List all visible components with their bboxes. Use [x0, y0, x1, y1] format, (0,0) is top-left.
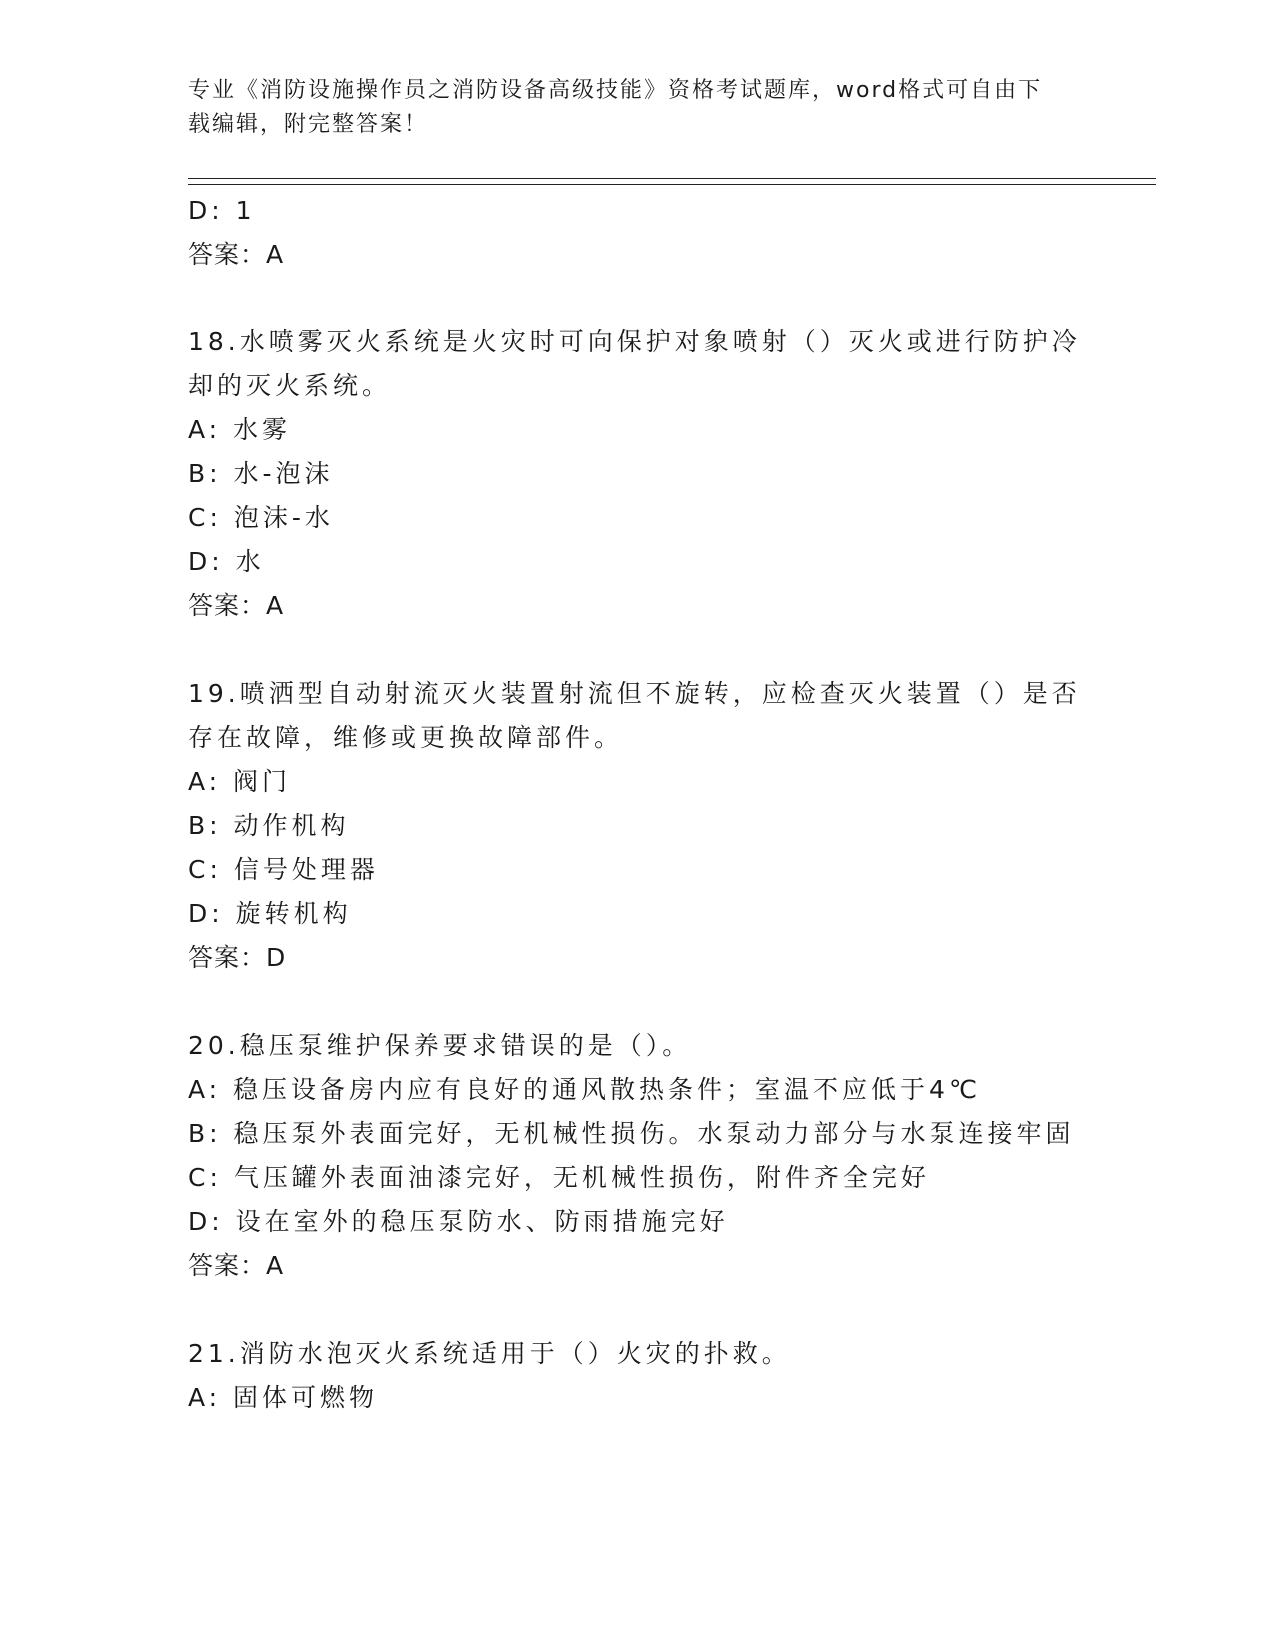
- q19-answer: 答案：D: [188, 943, 287, 972]
- q20-option-c: C: 气压罐外表面油漆完好，无机械性损伤，附件齐全完好: [188, 1163, 930, 1192]
- prev-option-d: D: 1: [188, 196, 256, 225]
- q20-answer: 答案：A: [188, 1251, 285, 1280]
- q20-option-a: A: 稳压设备房内应有良好的通风散热条件；室温不应低于4℃: [188, 1075, 982, 1104]
- header-rule-top: [188, 178, 1156, 179]
- q18-option-c: C: 泡沫-水: [188, 503, 334, 532]
- header-rule-bottom: [188, 184, 1156, 185]
- page-header: [188, 74, 1088, 142]
- q18-stem-line-2: 却的灭火系统。: [188, 371, 392, 400]
- q20-stem-line-1: 20.稳压泵维护保养要求错误的是（）。: [188, 1031, 692, 1060]
- q21-option-a: A: 固体可燃物: [188, 1383, 379, 1412]
- q19-stem-line-2: 存在故障，维修或更换故障部件。: [188, 723, 624, 752]
- q18-option-b: B: 水-泡沫: [188, 459, 334, 488]
- q19-option-d: D: 旋转机构: [188, 899, 352, 928]
- q19-stem-line-1: 19.喷洒型自动射流灭火装置射流但不旋转，应检查灭火装置（）是否: [188, 679, 1081, 708]
- q18-option-d: D: 水: [188, 547, 265, 576]
- q19-option-b: B: 动作机构: [188, 811, 350, 840]
- q19-option-a: A: 阀门: [188, 767, 292, 796]
- header-line-2: 载编辑，附完整答案！: [188, 112, 429, 137]
- q19-option-c: C: 信号处理器: [188, 855, 379, 884]
- q18-answer: 答案：A: [188, 591, 285, 620]
- header-line-1: 专业《消防设施操作员之消防设备高级技能》资格考试题库，word格式可自由下: [188, 78, 1043, 103]
- prev-answer: 答案：A: [188, 240, 285, 269]
- q20-option-b: B: 稳压泵外表面完好，无机械性损伤。水泵动力部分与水泵连接牢固: [188, 1119, 1075, 1148]
- q21-stem-line-1: 21.消防水泡灭火系统适用于（）火灾的扑救。: [188, 1339, 791, 1368]
- q20-option-d: D: 设在室外的稳压泵防水、防雨措施完好: [188, 1207, 729, 1236]
- q18-option-a: A: 水雾: [188, 415, 292, 444]
- q18-stem-line-1: 18.水喷雾灭火系统是火灾时可向保护对象喷射（）灭火或进行防护冷: [188, 327, 1081, 356]
